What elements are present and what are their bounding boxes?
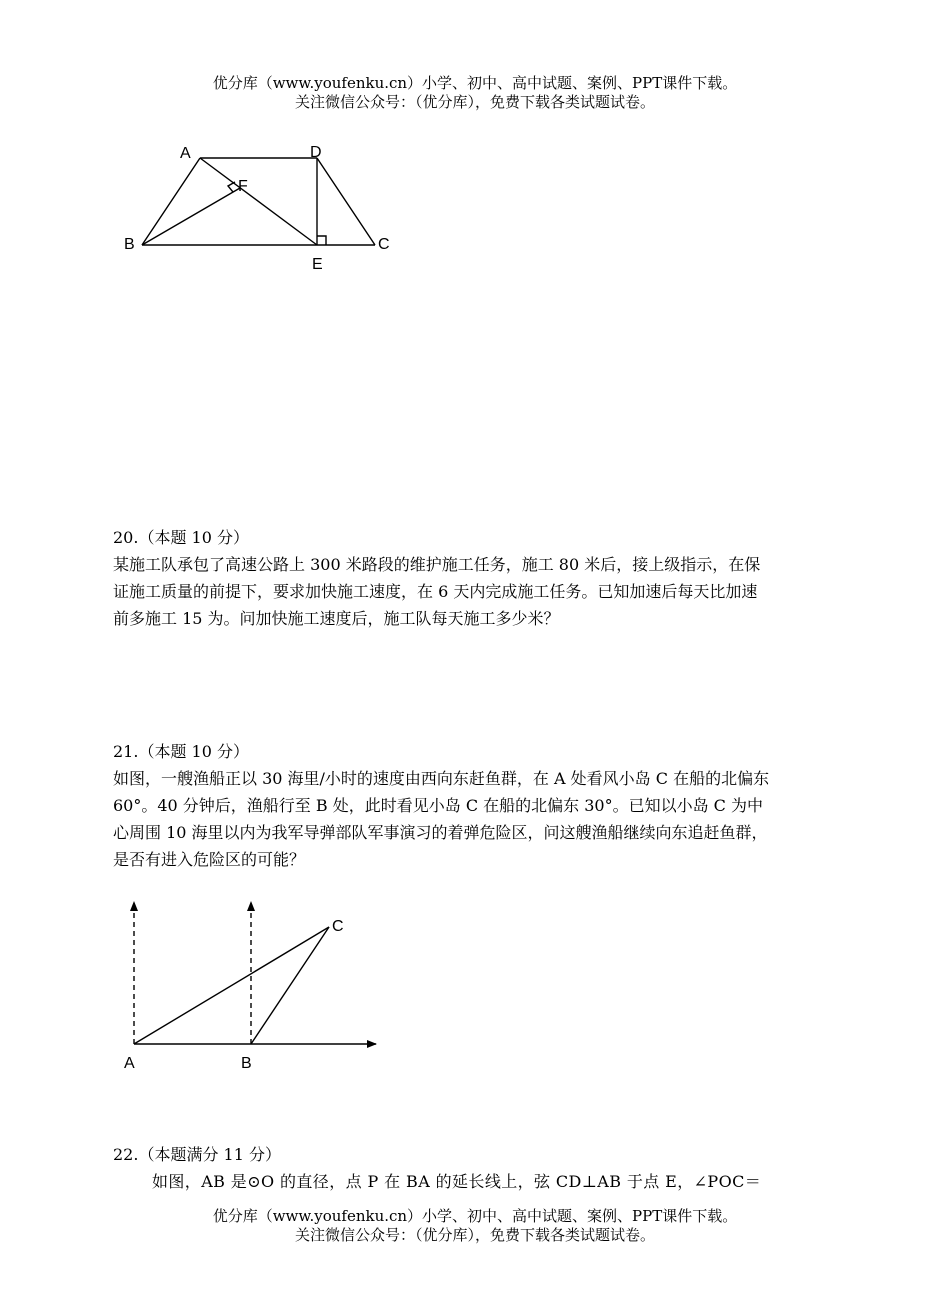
q20-line-3: 前多施工 15 为。问加快施工速度后，施工队每天施工多少米？ (113, 609, 560, 628)
label-c: C (332, 918, 344, 935)
label-d: D (310, 144, 322, 161)
right-angle-mark-e (317, 236, 326, 245)
segment-ab (142, 158, 200, 245)
q21-title: 21.（本题 10 分） (113, 742, 249, 761)
trapezoid-figure (110, 135, 410, 285)
q21-line-4: 是否有进入危险区的可能？ (113, 850, 306, 869)
q21-line-3: 心周围 10 海里以内为我军导弹部队军事演习的着弹危险区，问这艘渔船继续向东追赶鱼群， (113, 823, 768, 842)
segment-ac (134, 927, 329, 1044)
bearing-figure (110, 890, 400, 1080)
q20-title: 20.（本题 10 分） (113, 528, 249, 547)
footer-line-1: 优分库（www.youfenku.cn）小学、初中、高中试题、案例、PPT课件下载。 (212, 1207, 738, 1225)
q22-title: 22.（本题满分 11 分） (113, 1145, 281, 1164)
q21-line-2: 60°。40 分钟后，渔船行至 B 处，此时看见小岛 C 在船的北偏东 30°。已知以小岛 C 为中 (113, 796, 764, 815)
label-a: A (180, 145, 191, 162)
label-c: C (378, 236, 390, 253)
q20-line-2: 证施工质量的前提下，要求加快施工速度，在 6 天内完成施工任务。已知加速后每天比加速 (113, 582, 758, 601)
label-a: A (124, 1055, 135, 1072)
label-e: E (312, 256, 323, 273)
segment-bf (142, 188, 240, 245)
q22-line-1: 如图，AB 是⊙O 的直径，点 P 在 BA 的延长线上，弦 CD⊥AB 于点 E，∠POC＝ (152, 1172, 762, 1191)
segment-dc (317, 158, 375, 245)
footer-line-2: 关注微信公众号：（优分库），免费下载各类试题试卷。 (294, 1226, 655, 1244)
label-b: B (124, 236, 135, 253)
segment-bc (251, 927, 329, 1044)
q21-line-1: 如图，一艘渔船正以 30 海里/小时的速度由西向东赶鱼群，在 A 处看风小岛 C 在船的北偏东 (113, 769, 770, 788)
label-f: F (238, 178, 248, 195)
label-b: B (241, 1055, 252, 1072)
header-line-2: 关注微信公众号：（优分库），免费下载各类试题试卷。 (294, 93, 655, 111)
header-line-1: 优分库（www.youfenku.cn）小学、初中、高中试题、案例、PPT课件下载。 (212, 74, 738, 92)
q20-line-1: 某施工队承包了高速公路上 300 米路段的维护施工任务，施工 80 米后，接上级指示，在保 (113, 555, 761, 574)
